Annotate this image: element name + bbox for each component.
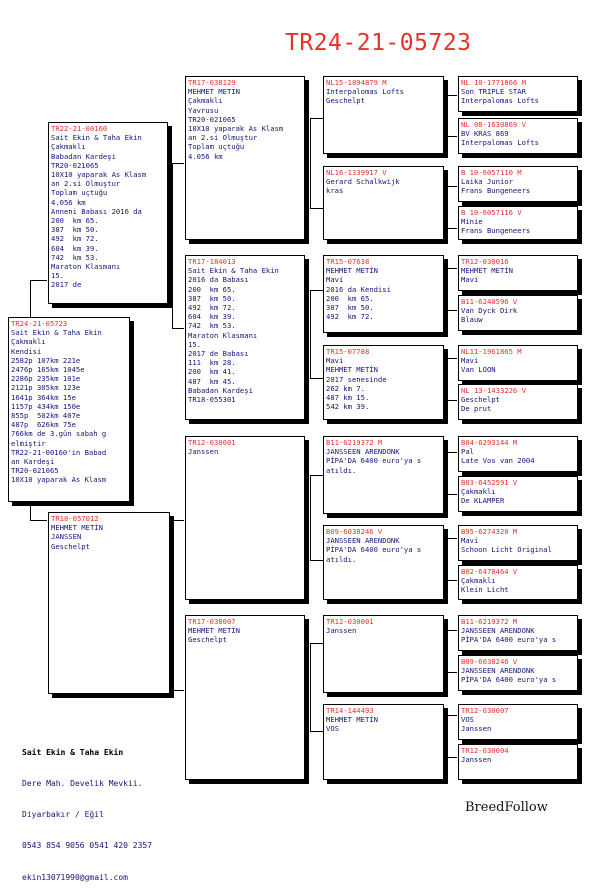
- card-line: 742 km 53.: [51, 252, 99, 262]
- card-line: PİPA'DA 6400 euro'ya s: [461, 635, 557, 645]
- card-line: 542 km 39.: [326, 402, 370, 412]
- card-line: Janssen: [326, 626, 357, 636]
- connector-line: [447, 452, 448, 494]
- ring-number: B95-6274320 M: [461, 527, 518, 536]
- card-line: 1641p 364km 15e: [11, 392, 76, 402]
- owner-name: Sait Ekin & Taha Ekin: [22, 747, 124, 757]
- pedigree-card-sdd[interactable]: [323, 345, 444, 420]
- card-line: 492 km 72.: [326, 312, 374, 322]
- ring-number: TR24-21-05723: [11, 319, 68, 328]
- card-line: 200 km 65.: [188, 284, 236, 294]
- pedigree-card-sire-dam[interactable]: [185, 255, 305, 420]
- card-line: Interpalomas Lofts: [461, 138, 539, 148]
- ring-number: TR22-21-00160: [51, 124, 108, 133]
- card-line: 111 km 28.: [188, 358, 236, 368]
- connector-line: [172, 328, 184, 329]
- connector-line: [310, 290, 311, 378]
- card-line: an 2.si Olmuştur: [188, 133, 258, 143]
- connector-line: [30, 500, 31, 520]
- brand-logo: BreedFollow: [465, 800, 548, 815]
- card-line: 387 km 50.: [188, 293, 236, 303]
- connector-line: [447, 630, 457, 631]
- ring-number: TR15-07638: [326, 257, 370, 266]
- card-line: Yavrusu: [188, 105, 219, 115]
- ring-number: B03-6452591 V: [461, 478, 518, 487]
- card-line: MEHMET METİN: [326, 715, 378, 725]
- card-line: 262 km 7.: [326, 383, 365, 393]
- card-line: 2016 da Babası: [188, 275, 249, 285]
- connector-line: [447, 310, 457, 311]
- connector-line: [447, 494, 457, 495]
- ring-number: B 10-6057110 M: [461, 168, 522, 177]
- pedigree-card-dss[interactable]: [323, 436, 444, 514]
- card-line: Babadan Kardeşi: [188, 385, 253, 395]
- pedigree-card-g5[interactable]: [458, 744, 578, 780]
- connector-line: [447, 580, 457, 581]
- ring-number: TR14-144493: [326, 706, 374, 715]
- card-line: 200 km 65.: [326, 293, 374, 303]
- connector-line: [310, 560, 323, 561]
- pedigree-card-g5[interactable]: [458, 206, 578, 240]
- card-line: Son TRIPLE STAR: [461, 87, 526, 97]
- card-line: 2017 de: [51, 280, 82, 290]
- card-line: atıldı.: [326, 554, 357, 564]
- connector-line: [310, 731, 323, 732]
- connector-line: [447, 186, 457, 187]
- card-line: 10X10 yaparak As Klasm: [188, 124, 284, 134]
- pedigree-card-g5[interactable]: [458, 345, 578, 381]
- ring-number: B02-6478464 V: [461, 567, 518, 576]
- pedigree-card-subject[interactable]: [8, 317, 130, 502]
- pedigree-card-g5[interactable]: [458, 704, 578, 740]
- card-line: Interpalomas Lofts: [326, 87, 404, 97]
- connector-line: [447, 136, 457, 137]
- card-line: Late Vos van 2004: [461, 456, 535, 466]
- card-line: Interpalomas Lofts: [461, 96, 539, 106]
- card-line: Mavi: [461, 536, 479, 546]
- card-line: elmiştir: [11, 438, 46, 448]
- card-line: Schoon Licht Original: [461, 545, 552, 555]
- card-line: 492 km 72.: [188, 303, 236, 313]
- card-line: 387 km 50.: [326, 303, 374, 313]
- ring-number: B11-6219372 M: [326, 438, 383, 447]
- card-line: Geschelpt: [326, 96, 365, 106]
- connector-line: [447, 268, 448, 310]
- connector-line: [172, 163, 173, 328]
- ring-number: TR12-030001: [326, 617, 374, 626]
- connector-line: [447, 715, 448, 757]
- ring-number: TR12-030016: [461, 257, 509, 266]
- ring-number: B04-6293144 M: [461, 438, 518, 447]
- card-line: 200 km 41.: [188, 367, 236, 377]
- connector-line: [310, 208, 323, 209]
- card-line: Gerard Schalkwijk: [326, 177, 400, 187]
- connector-line: [447, 400, 457, 401]
- card-line: Toplam uçtuğu: [188, 142, 245, 152]
- ring-number: NL 08-1630869 V: [461, 120, 526, 129]
- card-line: 2476p 165km 1045e: [11, 365, 85, 375]
- connector-line: [447, 538, 448, 580]
- card-line: 855p 502km 407e: [11, 411, 81, 421]
- owner-city: Diyarbakır / Eğil: [22, 810, 104, 820]
- ring-number: NL 13-1433226 V: [461, 386, 526, 395]
- card-line: Sait Ekin & Taha Ekin: [11, 328, 102, 338]
- card-line: Babadan Kardeşi: [51, 151, 116, 161]
- card-line: PİPA'DA 6400 euro'ya s: [326, 456, 422, 466]
- pedigree-card-g5[interactable]: [458, 166, 578, 202]
- card-line: 10X10 yaparak As Klasm: [51, 170, 147, 180]
- connector-line: [447, 715, 457, 716]
- owner-info: [22, 727, 152, 894]
- connector-line: [310, 290, 323, 291]
- connector-line: [310, 118, 311, 208]
- connector-line: [447, 186, 448, 228]
- ring-number: NL 10-1771866 M: [461, 78, 526, 87]
- card-line: PİPA'DA 6400 euro'ya s: [461, 675, 557, 685]
- connector-line: [447, 672, 457, 673]
- connector-line: [310, 378, 323, 379]
- card-line: JANSSEEN ARENDONK: [326, 447, 400, 457]
- pedigree-card-g5[interactable]: [458, 615, 578, 651]
- card-line: 492 km 72.: [51, 234, 99, 244]
- pedigree-card-g5[interactable]: [458, 525, 578, 561]
- pedigree-card-dam-sire[interactable]: [185, 436, 305, 600]
- connector-line: [310, 643, 323, 644]
- card-line: Geschelpt: [461, 395, 500, 405]
- card-line: an Kardeşi: [11, 457, 55, 467]
- pedigree-card-dsd[interactable]: [323, 525, 444, 600]
- card-line: Janssen: [461, 724, 492, 734]
- ring-number: B11-6240596 V: [461, 297, 518, 306]
- ring-number: TR17-038007: [188, 617, 236, 626]
- card-line: TR18-055301: [188, 395, 236, 405]
- ring-number: NL11-1961865 M: [461, 347, 522, 356]
- card-line: Van LOON: [461, 365, 496, 375]
- ring-number: TR12-030007: [461, 706, 509, 715]
- pedigree-card-ssd[interactable]: [323, 166, 444, 240]
- card-line: TR20-021065: [188, 114, 236, 124]
- card-line: 487p 626km 75e: [11, 420, 76, 430]
- connector-line: [172, 520, 184, 521]
- card-line: Van Dyck Dirk: [461, 306, 518, 316]
- card-line: Toplam uçtuğu: [51, 188, 108, 198]
- card-line: Minie: [461, 217, 483, 227]
- card-line: BV KRAS 869: [461, 129, 509, 139]
- pedigree-card-sss[interactable]: [323, 76, 444, 154]
- pedigree-card-sds[interactable]: [323, 255, 444, 333]
- card-line: 2016 da Kendisi: [326, 284, 391, 294]
- ring-number: TR12-030004: [461, 746, 509, 755]
- pedigree-card-g5[interactable]: [458, 565, 578, 600]
- ring-number: NL16-1339917 V: [326, 168, 387, 177]
- owner-email[interactable]: ekin13071990@gmail.com: [22, 872, 128, 882]
- connector-line: [447, 538, 457, 539]
- connector-line: [447, 95, 448, 136]
- card-line: Janssen: [461, 755, 492, 765]
- ring-number: NL15-1894879 M: [326, 78, 387, 87]
- card-line: 10X10 yaparak As Klasm: [11, 475, 107, 485]
- card-line: 2017 senesinde: [326, 374, 387, 384]
- pedigree-card-g5[interactable]: [458, 295, 578, 331]
- card-line: De KLAMPER: [461, 496, 505, 506]
- card-line: 2286p 235km 101e: [11, 374, 81, 384]
- connector-line: [310, 475, 311, 560]
- ring-number: TR17-184013: [188, 257, 236, 266]
- connector-line: [447, 268, 457, 269]
- connector-line: [30, 280, 47, 281]
- card-line: VOS: [326, 724, 339, 734]
- card-line: 2582p 107km 221e: [11, 355, 81, 365]
- card-line: atıldı.: [326, 465, 357, 475]
- pedigree-card-g5[interactable]: [458, 655, 578, 691]
- ring-number: TR17-038129: [188, 78, 236, 87]
- ring-number: B 10-6057116 V: [461, 208, 522, 217]
- card-line: 2121p 305km 123e: [11, 383, 81, 393]
- card-line: 387 km 50.: [51, 225, 99, 235]
- ring-number: TR15-07788: [326, 347, 370, 356]
- card-line: an 2.si Olmuştur: [51, 179, 121, 189]
- card-line: MEHMET METİN: [188, 87, 240, 97]
- card-line: Geschelpt: [51, 541, 90, 551]
- card-line: Mavi: [326, 356, 344, 366]
- pedigree-title: TR24-21-05723: [285, 30, 472, 56]
- card-line: 487 km 45.: [188, 376, 236, 386]
- card-line: Çakmaklı: [461, 487, 496, 497]
- card-line: Mavi: [461, 275, 479, 285]
- pedigree-card-dds[interactable]: [323, 615, 444, 693]
- card-line: Frans Bungeneers: [461, 226, 531, 236]
- card-line: 487 km 15.: [326, 393, 370, 403]
- connector-line: [447, 228, 457, 229]
- ring-number: B09-6038246 V: [326, 527, 383, 536]
- card-line: Mavi: [326, 275, 344, 285]
- pedigree-card-ddd[interactable]: [323, 704, 444, 780]
- pedigree-card-g5[interactable]: [458, 255, 578, 291]
- ring-number: TR18-057012: [51, 514, 99, 523]
- connector-line: [310, 118, 323, 119]
- card-line: Mavi: [461, 356, 479, 366]
- owner-address: Dere Mah. Develik Mevkii.: [22, 779, 143, 789]
- card-line: Sait Ekin & Taha Ekin: [51, 133, 142, 143]
- card-line: MEHMET METİN: [188, 626, 240, 636]
- owner-phone: 0543 854 9056 0541 420 2357: [22, 841, 153, 851]
- card-line: Çakmaklı: [51, 142, 86, 152]
- card-line: 4.056 km: [51, 197, 86, 207]
- card-line: 1157p 434km 150e: [11, 401, 81, 411]
- card-line: Frans Bungeneers: [461, 186, 531, 196]
- card-line: 604 km 39.: [188, 312, 236, 322]
- card-line: Çakmaklı: [11, 337, 46, 347]
- pedigree-card-g5[interactable]: [458, 76, 578, 112]
- card-line: Anneni Babası 2016 da: [51, 206, 142, 216]
- card-line: Geschelpt: [188, 635, 227, 645]
- card-line: Janssen: [188, 447, 219, 457]
- card-line: PİPA'DA 6400 euro'ya s: [326, 545, 422, 555]
- connector-line: [447, 358, 448, 400]
- pedigree-card-g5[interactable]: [458, 436, 578, 472]
- card-line: JANSSEEN ARENDONK: [461, 626, 535, 636]
- connector-line: [447, 630, 448, 672]
- connector-line: [310, 643, 311, 731]
- card-line: Kendisi: [11, 346, 42, 356]
- card-line: Çakmaklı: [188, 96, 223, 106]
- card-line: 200 km 65.: [51, 216, 99, 226]
- pedigree-card-g5[interactable]: [458, 384, 578, 420]
- card-line: MEHMET METİN: [461, 266, 513, 276]
- card-line: Maraton Klasmanı: [51, 262, 121, 272]
- card-line: TR22-21-00160'in Babad: [11, 447, 107, 457]
- card-line: 4.056 km: [188, 151, 223, 161]
- card-line: JANSSEEN ARENDONK: [461, 666, 535, 676]
- connector-line: [447, 452, 457, 453]
- card-line: Pal: [461, 447, 474, 457]
- card-line: MEHMET METİN: [51, 523, 103, 533]
- card-line: TR20-021065: [51, 160, 99, 170]
- ring-number: B09-6038246 V: [461, 657, 518, 666]
- connector-line: [172, 163, 184, 164]
- card-line: Çakmaklı: [461, 576, 496, 586]
- connector-line: [447, 95, 457, 96]
- connector-line: [30, 520, 47, 521]
- pedigree-card-g5[interactable]: [458, 118, 578, 154]
- card-line: kras: [326, 186, 344, 196]
- ring-number: B11-6219372 M: [461, 617, 518, 626]
- ring-number: TR12-030001: [188, 438, 236, 447]
- card-line: JANSSEEN ARENDONK: [326, 536, 400, 546]
- card-line: Klein Licht: [461, 585, 509, 595]
- card-line: 604 km 39.: [51, 243, 99, 253]
- card-line: 15.: [51, 271, 64, 281]
- card-line: VOS: [461, 715, 474, 725]
- connector-line: [172, 690, 184, 691]
- card-line: Blauw: [461, 315, 483, 325]
- card-line: JANSSEN: [51, 532, 82, 542]
- card-line: MEHMET METİN: [326, 365, 378, 375]
- card-line: Maraton Klasmanı: [188, 330, 258, 340]
- pedigree-card-dam[interactable]: [48, 512, 170, 694]
- connector-line: [172, 520, 173, 690]
- card-line: MEHMET METİN: [326, 266, 378, 276]
- connector-line: [447, 358, 457, 359]
- card-line: Laika Junior: [461, 177, 513, 187]
- card-line: 742 km 53.: [188, 321, 236, 331]
- card-line: Sait Ekin & Taha Ekin: [188, 266, 279, 276]
- pedigree-card-sire[interactable]: [48, 122, 168, 304]
- connector-line: [447, 757, 457, 758]
- pedigree-card-dam-dam[interactable]: [185, 615, 305, 780]
- card-line: TR20-021065: [11, 466, 59, 476]
- connector-line: [310, 475, 323, 476]
- connector-line: [30, 280, 31, 320]
- card-line: 2017 de Babası: [188, 349, 249, 359]
- pedigree-card-g5[interactable]: [458, 476, 578, 512]
- pedigree-card-sire-sire[interactable]: [185, 76, 305, 240]
- card-line: 766km de 3.gün sabah g: [11, 429, 107, 439]
- card-line: 15.: [188, 339, 201, 349]
- card-line: De prut: [461, 404, 492, 414]
